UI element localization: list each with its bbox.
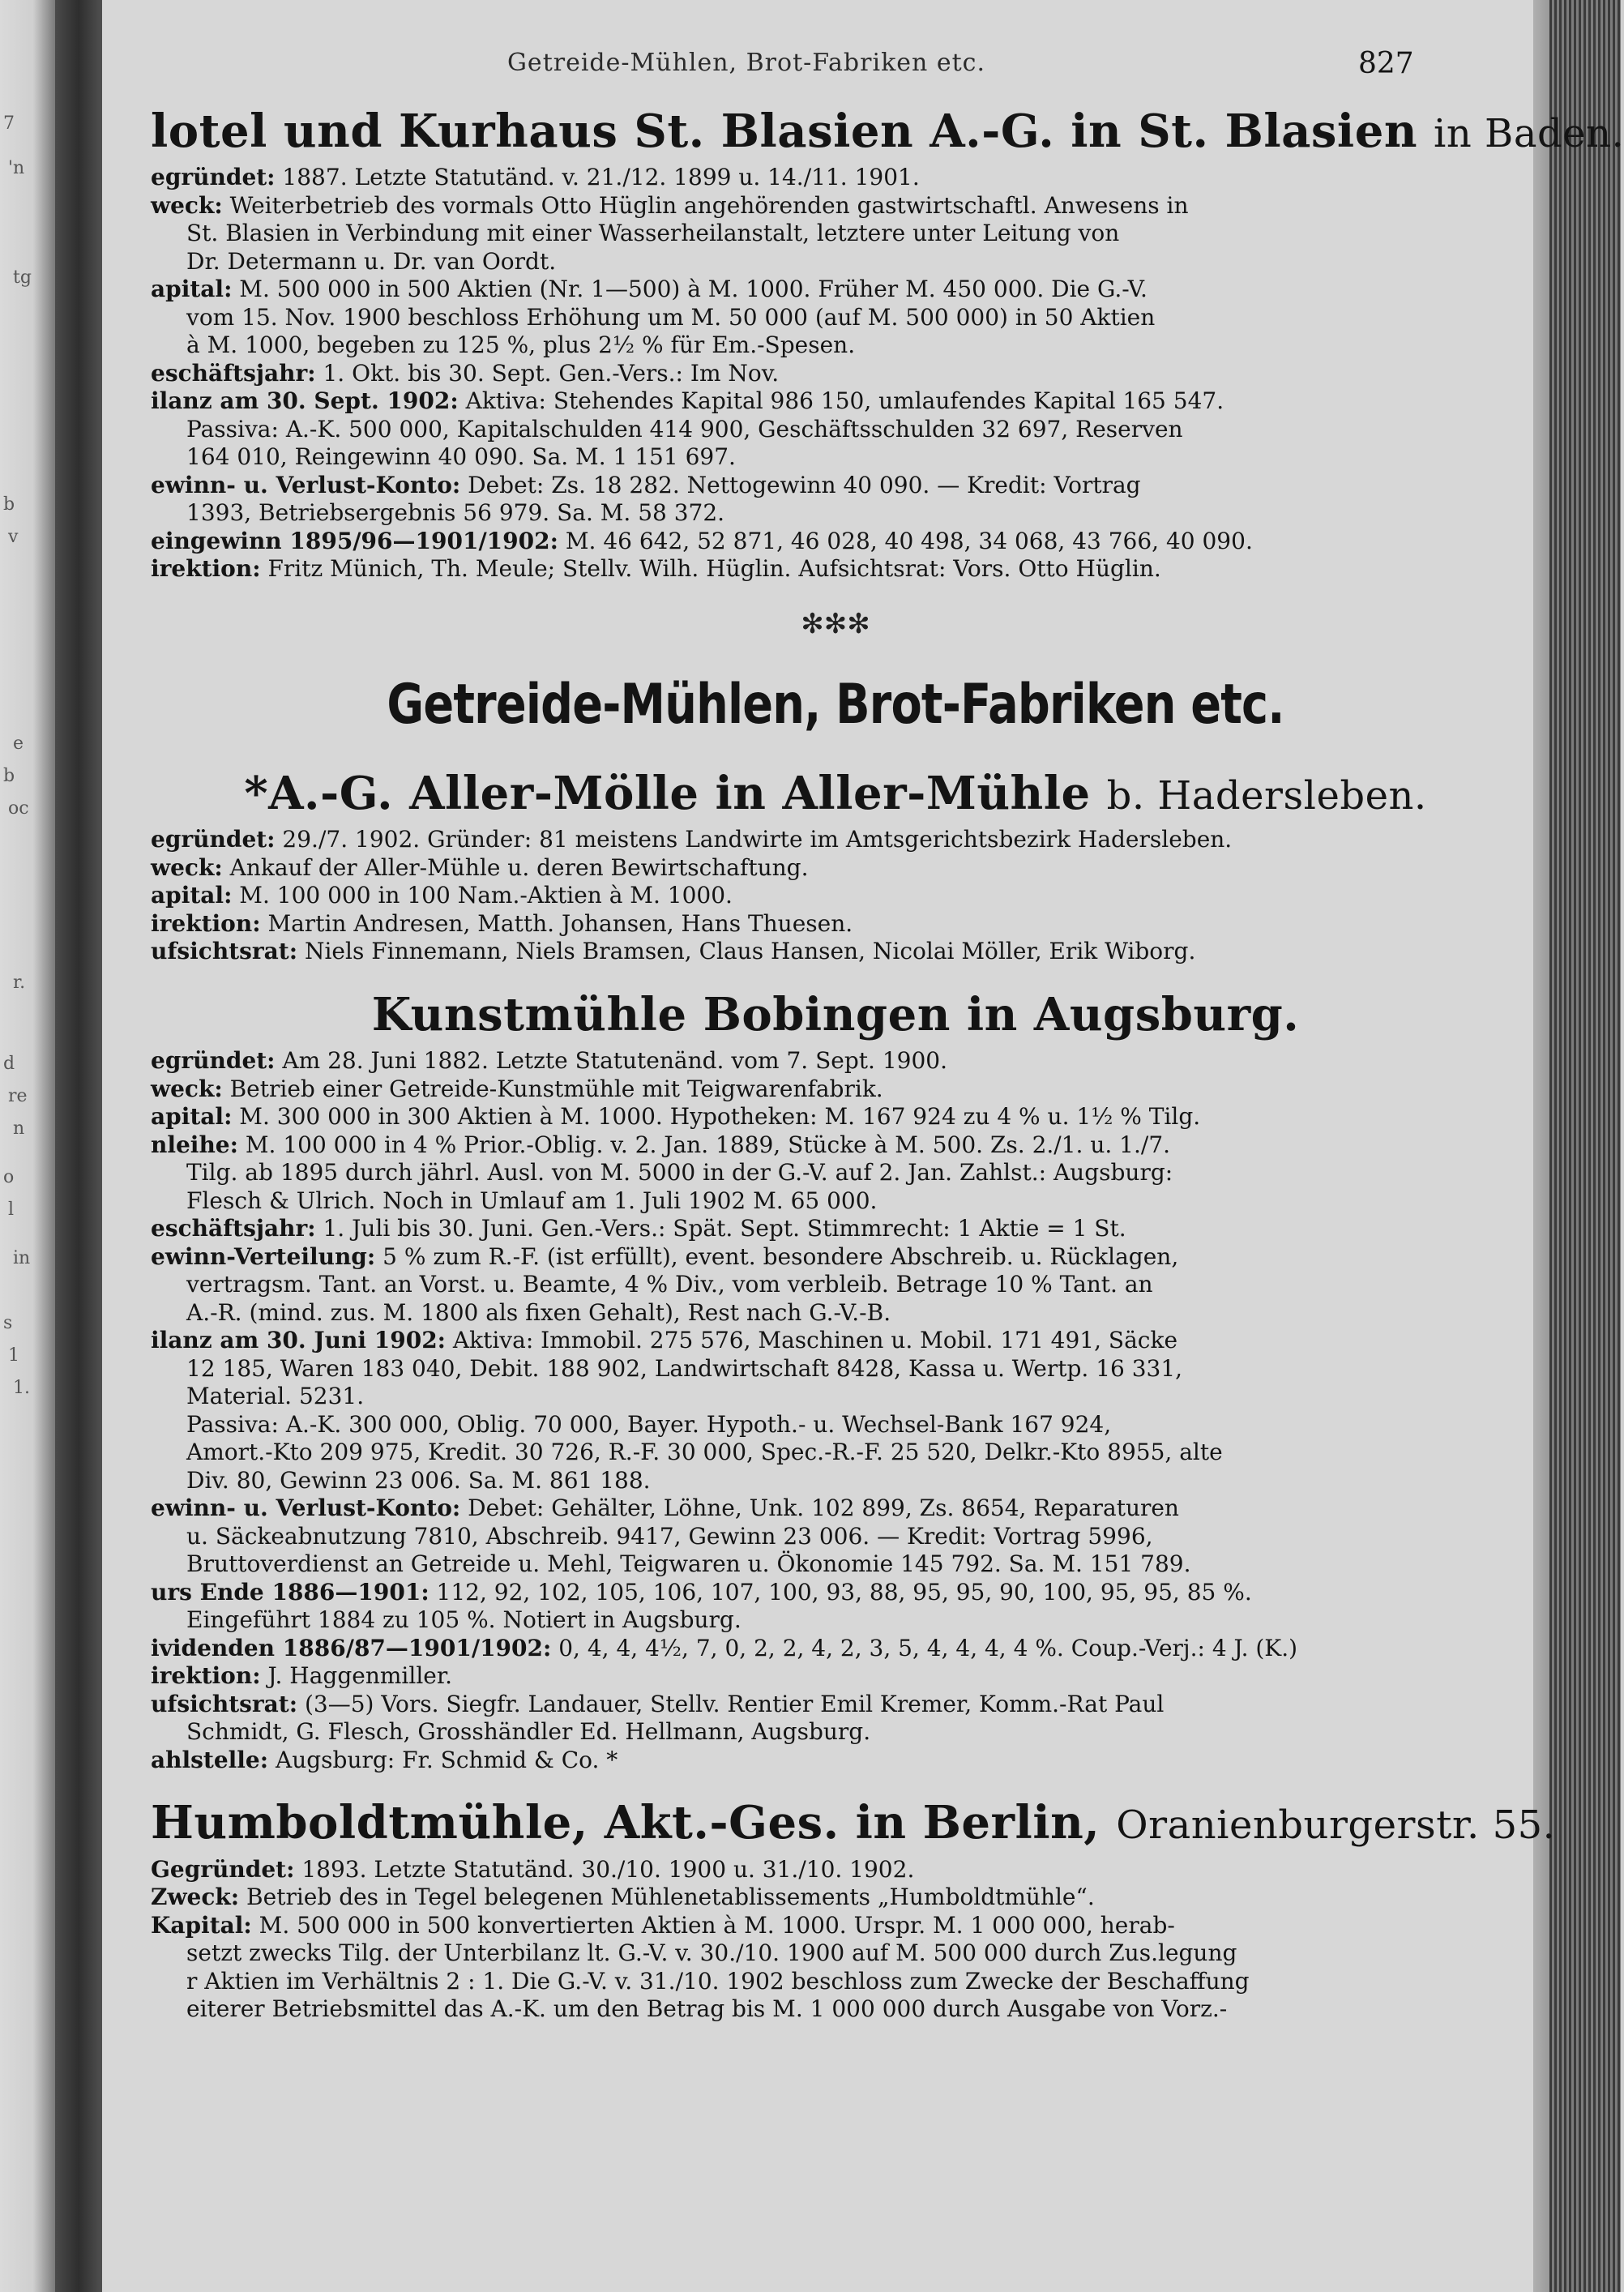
entry-line [151, 826, 1520, 854]
gutter-fragment: in [13, 1248, 31, 1268]
running-head: Getreide-Mühlen, Brot-Fabriken etc. [506, 49, 986, 77]
entry-title-rest: b. Hadersleben. [1106, 772, 1427, 819]
entry-lines [151, 1856, 1520, 2024]
field-label: irektion: [151, 909, 261, 937]
entry-line [151, 248, 1520, 276]
entry-line [151, 1355, 1520, 1383]
entry-line [151, 1747, 1520, 1775]
field-text: Aktiva: Immobil. 275 576, Maschinen u. Mobil. 171 491, Säcke [446, 1327, 1178, 1354]
field-text: M. 500 000 in 500 Aktien (Nr. 1—500) à M. 1000. Früher M. 450 000. Die G.-V. [232, 276, 1147, 303]
field-text: 1. Juli bis 30. Juni. Gen.-Vers.: Spät. Sept. Stimmrecht: 1 Aktie = 1 St. [315, 1215, 1126, 1242]
field-text: 1887. Letzte Statutänd. v. 21./12. 1899 u. 14./11. 1901. [275, 164, 920, 191]
entry-line [151, 1243, 1520, 1272]
entry-line [151, 443, 1520, 472]
field-text: St. Blasien in Verbindung mit einer Wasserheilanstalt, letztere unter Leitung von [186, 220, 1120, 247]
field-text: M. 100 000 in 100 Nam.-Aktien à M. 1000. [232, 882, 733, 909]
gutter-fragment: 'n [8, 158, 25, 178]
page-number: 827 [1358, 47, 1414, 80]
entry-title [151, 105, 1624, 158]
field-text: Augsburg: Fr. Schmid & Co. * [268, 1746, 618, 1773]
field-label: weck: [151, 853, 223, 881]
field-text: 12 185, Waren 183 040, Debit. 188 902, Landwirtschaft 8428, Kassa u. Wertp. 16 331, [186, 1354, 1183, 1382]
field-text: vertragsm. Tant. an Vorst. u. Beamte, 4 % Div., vom verbleib. Betrage 10 % Tant. an [186, 1271, 1153, 1298]
field-text: Tilg. ab 1895 durch jährl. Ausl. von M. 5000 in der G.-V. auf 2. Jan. Zahlst.: Augsburg: [186, 1159, 1173, 1187]
entry-line [151, 854, 1520, 883]
entry-line [151, 1995, 1520, 2024]
book-gutter [55, 0, 102, 2292]
gutter-fragment: tg [13, 267, 32, 288]
entry-line [151, 360, 1520, 388]
ornament-divider: ✻✻✻ [801, 607, 870, 640]
field-text: 112, 92, 102, 105, 106, 107, 100, 93, 88, 95, 95, 90, 100, 95, 95, 85 %. [429, 1578, 1252, 1606]
left-page-margin [0, 0, 55, 2292]
field-label: egründet: [151, 164, 276, 191]
field-text: Ankauf der Aller-Mühle u. deren Bewirtschaftung. [222, 853, 809, 881]
entry-line [151, 304, 1520, 332]
entry-line [151, 1103, 1520, 1131]
field-label: urs Ende 1886—1901: [151, 1578, 430, 1606]
entry-title [151, 989, 1520, 1041]
field-label: eingewinn 1895/96—1901/1902: [151, 527, 558, 554]
field-label: irektion: [151, 1662, 261, 1690]
entry-line [151, 1131, 1520, 1160]
gutter-fragment: oc [8, 798, 29, 819]
field-label: Kapital: [151, 1911, 252, 1939]
entry-line [151, 1662, 1520, 1691]
entry-title [151, 768, 1520, 819]
field-text: 29./7. 1902. Gründer: 81 meistens Landwirte im Amtsgerichtsbezirk Hadersleben. [275, 826, 1233, 853]
field-text: Dr. Determann u. Dr. van Oordt. [186, 247, 557, 275]
field-label: Gegründet: [151, 1855, 295, 1883]
field-label: weck: [151, 1075, 223, 1102]
field-text: A.-R. (mind. zus. M. 1800 als fixen Gehalt), Rest nach G.-V.-B. [186, 1298, 891, 1326]
gutter-fragment: l [8, 1199, 15, 1220]
gutter-fragment: 1 [8, 1345, 19, 1366]
entry-title-rest: Oranienburgerstr. 55. [1116, 1802, 1556, 1849]
field-text: Am 28. Juni 1882. Letzte Statutenänd. vom 7. Sept. 1900. [275, 1047, 947, 1075]
field-text: 164 010, Reingewinn 40 090. Sa. M. 1 151 697. [186, 443, 736, 471]
gutter-fragment: 7 [3, 113, 15, 134]
entry-title-main: *A.-G. Aller-Mölle in Aller-Mühle [244, 766, 1091, 820]
entry-line [151, 1299, 1520, 1328]
field-label: Zweck: [151, 1884, 240, 1911]
field-label: ewinn-Verteilung: [151, 1242, 376, 1270]
field-text: setzt zwecks Tilg. der Unterbilanz lt. G.-V. v. 30./10. 1900 auf M. 500 000 durch Zus.legung [186, 1939, 1237, 1967]
field-text: r Aktien im Verhältnis 2 : 1. Die G.-V. v. 31./10. 1902 beschloss zum Zwecke der Beschaffung [186, 1967, 1250, 1995]
entry-humboldtmuehle [151, 1796, 1556, 2023]
field-text: Martin Andresen, Matth. Johansen, Hans Thuesen. [260, 909, 853, 937]
field-label: ilanz am 30. Juni 1902: [151, 1327, 447, 1354]
entry-line [151, 1075, 1520, 1104]
entry-lines [151, 164, 1520, 584]
entry-line [151, 387, 1520, 416]
field-label: nleihe: [151, 1131, 238, 1158]
entry-line [151, 528, 1520, 556]
gutter-fragment: o [3, 1167, 15, 1187]
field-label: eschäftsjahr: [151, 359, 316, 387]
field-label: ufsichtsrat: [151, 938, 298, 965]
entry-line [151, 416, 1520, 444]
entry-line [151, 1439, 1520, 1467]
field-text: Amort.-Kto 209 975, Kredit. 30 726, R.-F. 30 000, Spec.-R.-F. 25 520, Delkr.-Kto 8955, alte [186, 1439, 1223, 1466]
entry-line [151, 220, 1520, 248]
entry-title-main: Kunstmühle Bobingen in Augsburg. [371, 987, 1300, 1041]
field-text: à M. 1000, begeben zu 125 %, plus 2½ % für Em.-Spesen. [186, 331, 856, 359]
entry-line [151, 910, 1520, 939]
field-label: eschäftsjahr: [151, 1215, 316, 1242]
field-text: J. Haggenmiller. [260, 1662, 453, 1690]
book-page [102, 0, 1624, 2292]
entry-line [151, 164, 1520, 192]
gutter-fragment: b [3, 494, 15, 515]
field-text: Passiva: A.-K. 500 000, Kapitalschulden 414 900, Geschäftsschulden 32 697, Reserven [186, 415, 1183, 443]
field-text: Betrieb des in Tegel belegenen Mühlenetablissements „Humboldtmühle“. [239, 1884, 1095, 1911]
field-text: 0, 4, 4, 4½, 7, 0, 2, 2, 4, 2, 3, 5, 4, 4, 4, 4 %. Coup.-Verj.: 4 J. (K.) [551, 1634, 1298, 1661]
section-title: Getreide-Mühlen, Brot-Fabriken etc. [387, 672, 1284, 737]
entry-line [151, 1383, 1520, 1411]
entry-line [151, 192, 1520, 220]
field-label: ividenden 1886/87—1901/1902: [151, 1634, 552, 1661]
field-text: vom 15. Nov. 1900 beschloss Erhöhung um M. 50 000 (auf M. 500 000) in 50 Aktien [186, 303, 1156, 331]
field-text: Schmidt, G. Flesch, Grosshändler Ed. Hellmann, Augsburg. [186, 1718, 871, 1746]
entry-line [151, 1327, 1520, 1355]
field-label: ufsichtsrat: [151, 1690, 298, 1717]
entry-line [151, 1718, 1520, 1747]
entry-title-main: lotel und Kurhaus St. Blasien A.-G. in St. Blasien [151, 105, 1418, 158]
field-label: ewinn- u. Verlust-Konto: [151, 471, 461, 498]
gutter-fragment: re [8, 1086, 28, 1106]
entry-line [151, 1691, 1520, 1719]
gutter-fragment: s [3, 1313, 13, 1333]
entry-line [151, 1550, 1520, 1579]
entry-line [151, 882, 1520, 910]
field-text: 5 % zum R.-F. (ist erfüllt), event. besondere Abschreib. u. Rücklagen, [375, 1242, 1179, 1270]
entry-line [151, 276, 1520, 304]
entry-line [151, 1187, 1520, 1216]
field-text: Debet: Gehälter, Löhne, Unk. 102 899, Zs. 8654, Reparaturen [460, 1495, 1179, 1522]
entry-line [151, 1495, 1520, 1523]
field-label: apital: [151, 276, 233, 303]
field-text: Material. 5231. [186, 1383, 365, 1410]
entry-title [151, 1796, 1556, 1850]
entry-line [151, 1968, 1520, 1996]
entry-line [151, 331, 1520, 360]
page-content [151, 105, 1624, 2024]
field-label: ahlstelle: [151, 1746, 269, 1773]
field-text: M. 300 000 in 300 Aktien à M. 1000. Hypotheken: M. 167 924 zu 4 % u. 1½ % Tilg. [232, 1103, 1201, 1131]
field-text: 1. Okt. bis 30. Sept. Gen.-Vers.: Im Nov. [315, 359, 780, 387]
entry-line [151, 555, 1520, 584]
entry-line [151, 1606, 1520, 1635]
field-text: M. 100 000 in 4 % Prior.-Oblig. v. 2. Jan. 1889, Stücke à M. 500. Zs. 2./1. u. 1./7. [237, 1131, 1171, 1158]
field-text: Div. 80, Gewinn 23 006. Sa. M. 861 188. [186, 1466, 651, 1494]
entry-title-rest: in Baden. [1434, 111, 1624, 156]
gutter-fragment: d [3, 1054, 15, 1074]
field-label: apital: [151, 1103, 233, 1131]
field-label: weck: [151, 191, 223, 219]
entry-line [151, 1939, 1520, 1968]
entry-line [151, 1884, 1520, 1912]
field-text: Bruttoverdienst an Getreide u. Mehl, Teigwaren u. Ökonomie 145 792. Sa. M. 151 789. [186, 1550, 1191, 1578]
field-text: Eingeführt 1884 zu 105 %. Notiert in Augsburg. [186, 1606, 741, 1634]
field-text: Debet: Zs. 18 282. Nettogewinn 40 090. — Kredit: Vortrag [460, 471, 1141, 498]
field-text: Betrieb einer Getreide-Kunstmühle mit Teigwarenfabrik. [222, 1075, 883, 1102]
field-text: Aktiva: Stehendes Kapital 986 150, umlaufendes Kapital 165 547. [458, 387, 1224, 415]
gutter-fragment: n [13, 1118, 25, 1139]
entry-line [151, 1271, 1520, 1299]
entry-line [151, 1912, 1520, 1940]
field-text: Weiterbetrieb des vormals Otto Hüglin angehörenden gastwirtschaftl. Anwesens in [222, 191, 1189, 219]
entry-line [151, 1159, 1520, 1187]
entry-title-main: Humboldtmühle, Akt.-Ges. in Berlin, [151, 1796, 1100, 1850]
field-label: apital: [151, 882, 233, 909]
field-label: egründet: [151, 826, 276, 853]
field-text: (3—5) Vors. Siegfr. Landauer, Stellv. Rentier Emil Kremer, Komm.-Rat Paul [297, 1690, 1165, 1717]
entry-line [151, 1635, 1520, 1663]
field-label: egründet: [151, 1047, 276, 1075]
entry-line [151, 1215, 1520, 1243]
entry-line [151, 1047, 1520, 1075]
entry-line [151, 1856, 1520, 1884]
field-label: irektion: [151, 555, 261, 583]
field-text: M. 500 000 in 500 konvertierten Aktien à M. 1000. Urspr. M. 1 000 000, herab- [251, 1911, 1175, 1939]
field-text: Passiva: A.-K. 300 000, Oblig. 70 000, Bayer. Hypoth.- u. Wechsel-Bank 167 924, [186, 1410, 1112, 1438]
entry-line [151, 472, 1520, 500]
gutter-fragment: e [13, 733, 24, 754]
field-text: u. Säckeabnutzung 7810, Abschreib. 9417, Gewinn 23 006. — Kredit: Vortrag 5996, [186, 1522, 1153, 1550]
entry-line [151, 938, 1520, 966]
gutter-fragment: 1. [13, 1378, 30, 1398]
entry-line [151, 1523, 1520, 1551]
field-label: ewinn- u. Verlust-Konto: [151, 1495, 461, 1522]
entry-lines [151, 826, 1520, 966]
entry-hotel-kurhaus-st-blasien [151, 105, 1624, 584]
gutter-fragment: b [3, 766, 15, 786]
field-text: 1393, Betriebsergebnis 56 979. Sa. M. 58 372. [186, 499, 725, 527]
entry-line [151, 1467, 1520, 1495]
field-text: Flesch & Ulrich. Noch in Umlauf am 1. Juli 1902 M. 65 000. [186, 1187, 878, 1214]
gutter-fragment: r. [13, 973, 26, 993]
page-edges [1549, 0, 1621, 2292]
field-text: Fritz Münich, Th. Meule; Stellv. Wilh. Hüglin. Aufsichtsrat: Vors. Otto Hüglin. [260, 555, 1161, 583]
entry-line [151, 1411, 1520, 1439]
field-text: M. 46 642, 52 871, 46 028, 40 498, 34 068, 43 766, 40 090. [558, 527, 1253, 554]
field-label: ilanz am 30. Sept. 1902: [151, 387, 459, 415]
entry-line [151, 499, 1520, 528]
gutter-fragment: v [8, 527, 19, 547]
field-text: 1893. Letzte Statutänd. 30./10. 1900 u. 31./10. 1902. [294, 1855, 915, 1883]
field-text: eiterer Betriebsmittel das A.-K. um den Betrag bis M. 1 000 000 durch Ausgabe von Vorz.- [186, 1995, 1228, 2023]
field-text: Niels Finnemann, Niels Bramsen, Claus Hansen, Nicolai Möller, Erik Wiborg. [297, 938, 1196, 965]
entry-lines [151, 1047, 1520, 1774]
entry-aller-moelle [151, 768, 1520, 966]
entry-kunstmuehle-bobingen [151, 989, 1520, 1774]
entry-line [151, 1579, 1520, 1607]
